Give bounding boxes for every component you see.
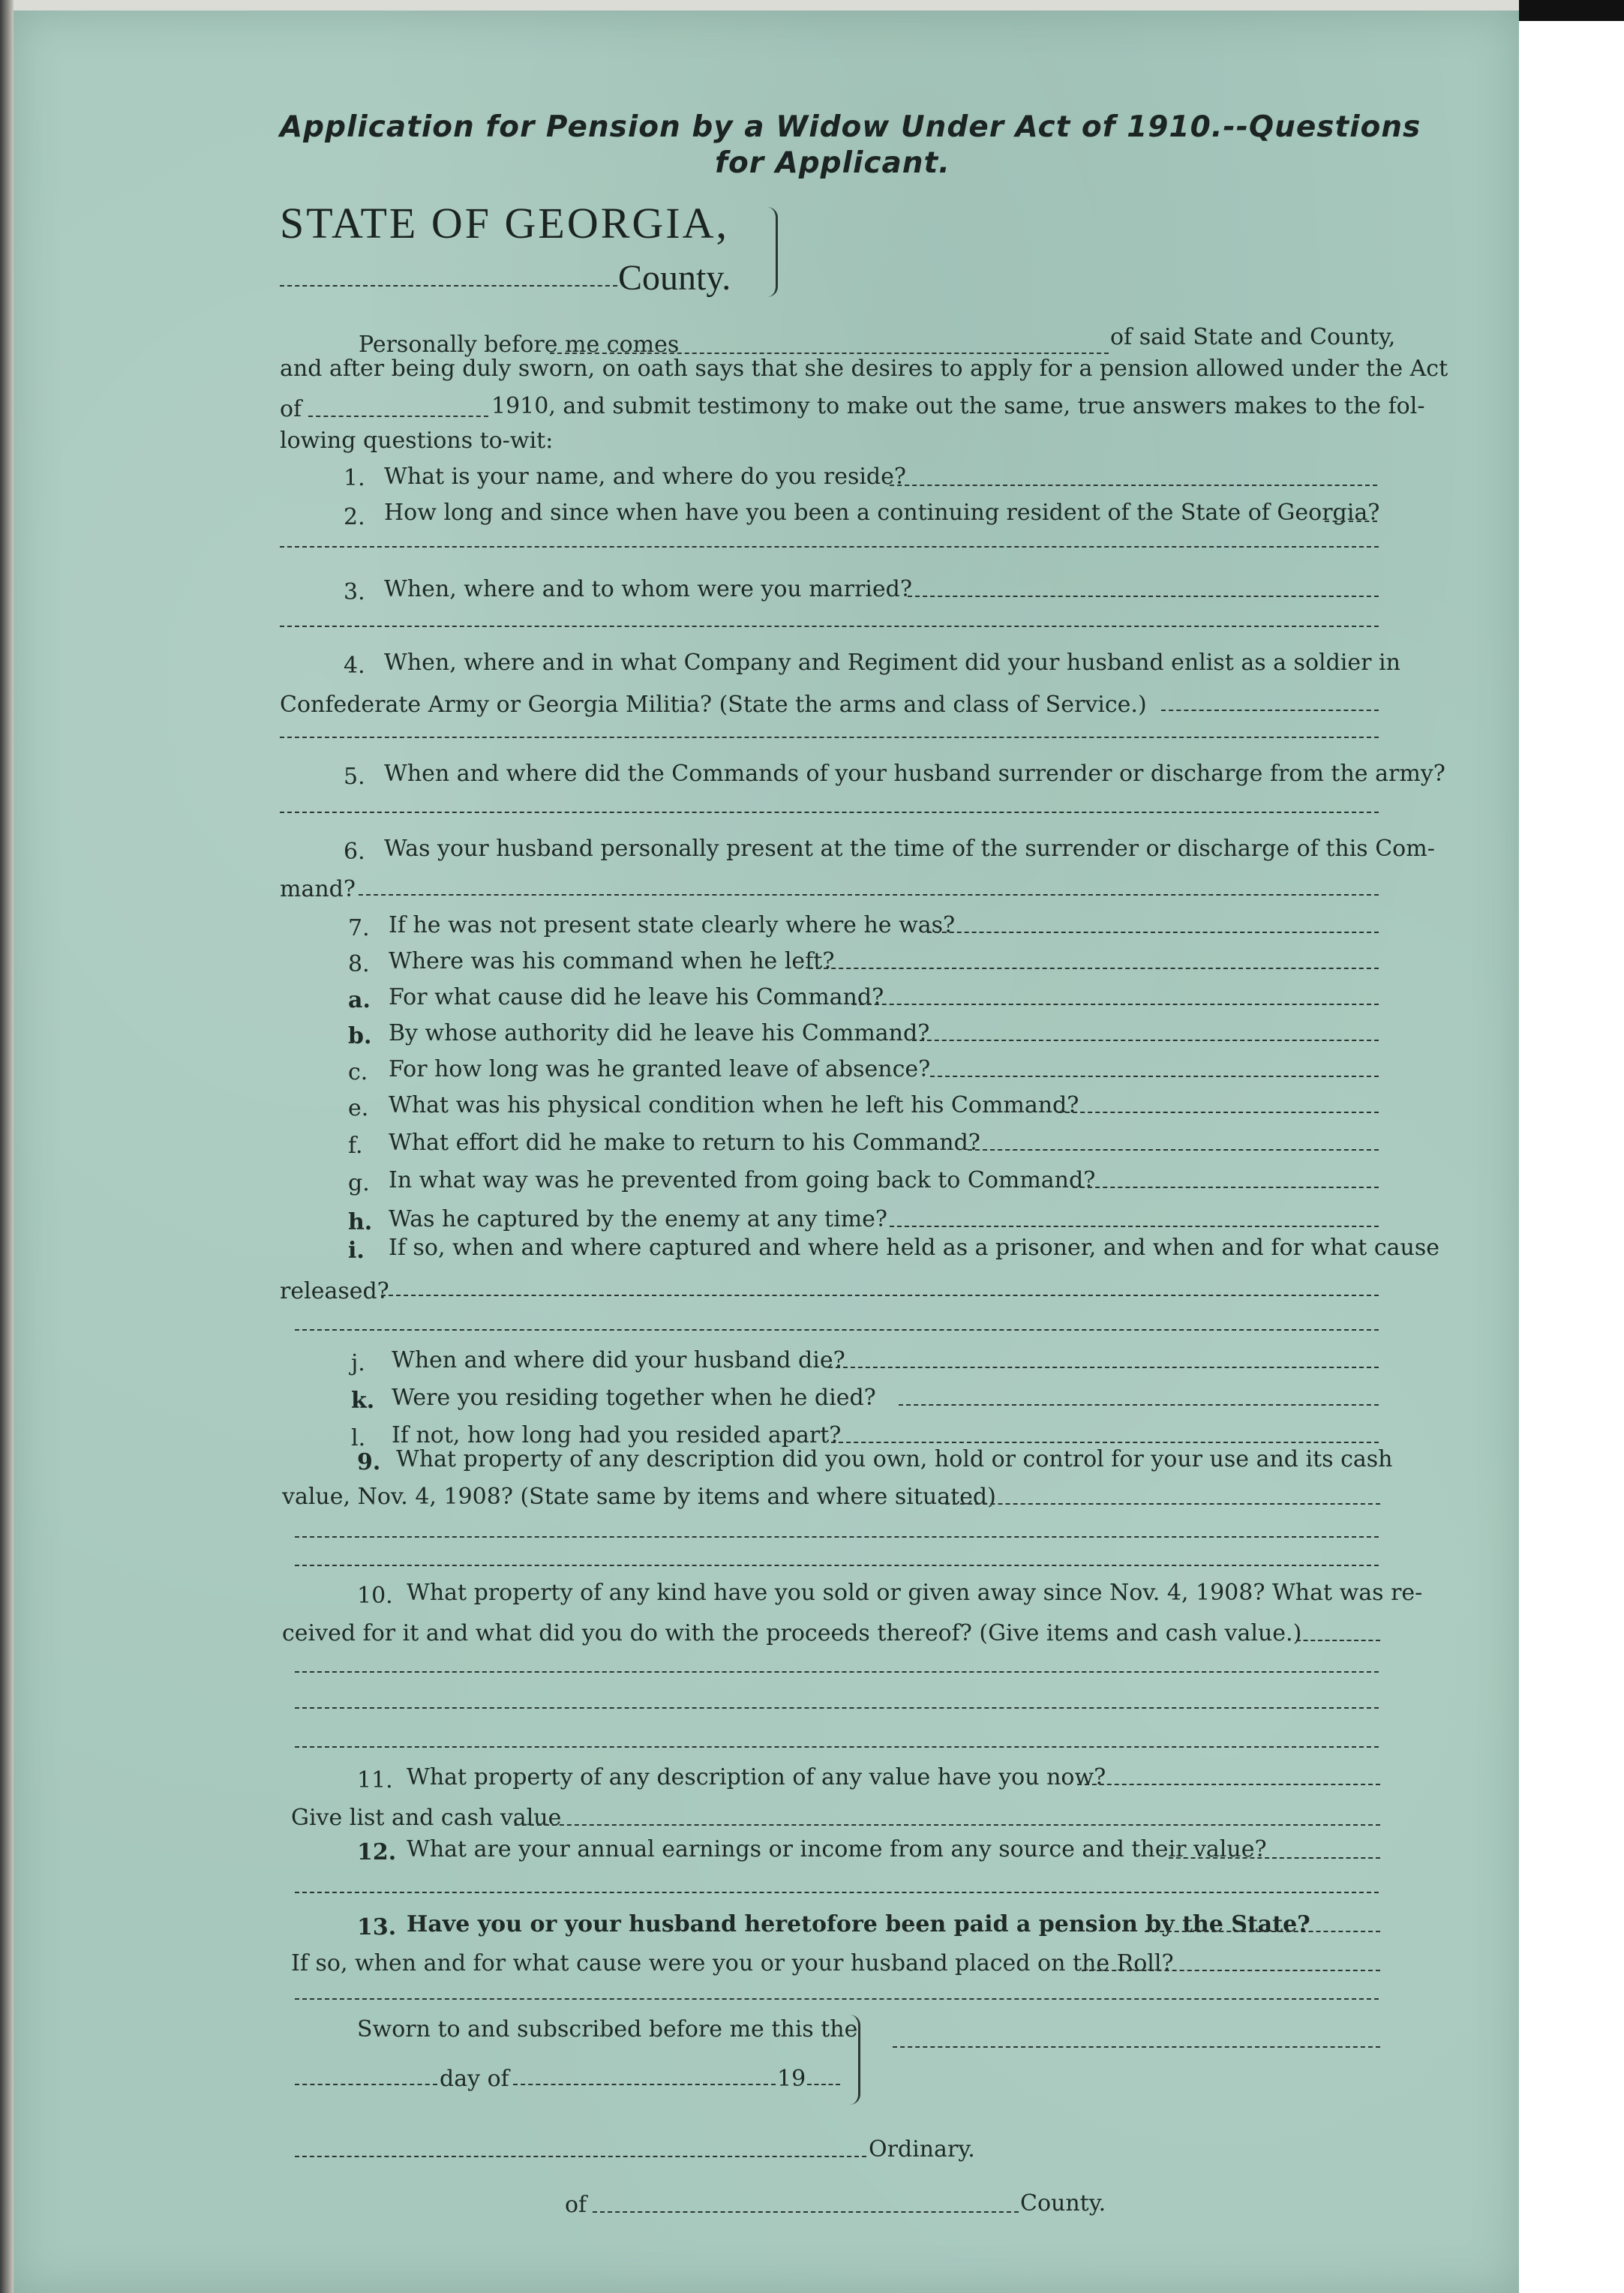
q12-text: What are your annual earnings or income from any source and their value?	[407, 1836, 1267, 1862]
intro-line1a: Personally before me comes	[359, 332, 680, 358]
q13-answer-line2[interactable]	[295, 1998, 1379, 2000]
q7-text: If he was not present state clearly where he was?	[389, 912, 956, 938]
q5-answer-blank[interactable]	[280, 812, 1379, 813]
intro-line4: lowing questions to-wit:	[280, 428, 554, 454]
form-title-line2: for Applicant.	[715, 146, 950, 180]
qc-text: For how long was he granted leave of absence?	[389, 1056, 931, 1082]
q7-answer-blank[interactable]	[927, 932, 1379, 933]
q6-number: 6.	[344, 839, 365, 865]
q8-text: Where was his command when he left?	[389, 948, 835, 974]
q6-text-line2: mand?	[280, 876, 356, 902]
intro-line3b: 1910, and submit testimony to make out the same, true answers makes to the fol-	[491, 393, 1425, 419]
q3-text: When, where and to whom were you married?	[384, 576, 912, 602]
qh-text: Was he captured by the enemy at any time?	[389, 1206, 887, 1232]
intro-line2: and after being duly sworn, on oath says that she desires to apply for a pension allowed under the Act	[280, 356, 1448, 382]
qj-answer-blank[interactable]	[828, 1367, 1379, 1368]
qh-answer-blank[interactable]	[890, 1226, 1379, 1227]
q9-answer-line3[interactable]	[295, 1565, 1379, 1566]
q6-answer-blank[interactable]	[359, 894, 1379, 896]
q10-text-line2: ceived for it and what did you do with the proceeds thereof? (Give items and cash value.)	[282, 1620, 1302, 1646]
q11-answer-blank[interactable]	[1077, 1784, 1380, 1785]
intro-line1b: of said State and County,	[1110, 324, 1396, 350]
q9-answer-line2[interactable]	[295, 1536, 1379, 1538]
scan-binding-edge	[0, 0, 14, 2293]
act-date-blank[interactable]	[308, 416, 488, 417]
qe-text: What was his physical condition when he left his Command?	[389, 1092, 1079, 1118]
q4-answer-line2[interactable]	[280, 737, 1379, 738]
q10-text-line1: What property of any kind have you sold or given away since Nov. 4, 1908? What was re-	[407, 1580, 1423, 1606]
q2-answer-blank[interactable]	[1325, 521, 1377, 522]
q13-text-line2: If so, when and for what cause were you or your husband placed on the Roll?	[291, 1950, 1174, 1976]
q5-text: When and where did the Commands of your husband surrender or discharge from the army?	[384, 761, 1445, 787]
q12-number: 12.	[357, 1839, 397, 1865]
q9-text-line2: value, Nov. 4, 1908? (State same by items and where situated)	[282, 1484, 996, 1510]
county-label: County.	[618, 258, 731, 298]
qf-answer-blank[interactable]	[968, 1149, 1379, 1151]
qb-letter: b.	[348, 1023, 372, 1049]
q12-answer-blank[interactable]	[1169, 1857, 1380, 1859]
q4-number: 4.	[344, 653, 365, 679]
qa-answer-blank[interactable]	[852, 1004, 1379, 1005]
applicant-signature-blank[interactable]	[893, 2046, 1380, 2048]
ql-answer-blank[interactable]	[831, 1442, 1379, 1443]
q13-text-line1: Have you or your husband heretofore been paid a pension by the State?	[407, 1911, 1310, 1937]
q4-text-line1: When, where and in what Company and Regiment did your husband enlist as a soldier in	[384, 650, 1400, 676]
q10-answer-blank[interactable]	[1296, 1640, 1380, 1641]
q13-answer-blank[interactable]	[1145, 1931, 1380, 1932]
qf-text: What effort did he make to return to his Command?	[389, 1130, 980, 1156]
q6-text-line1: Was your husband personally present at the time of the surrender or discharge of this Com-	[384, 836, 1435, 862]
header-brace	[764, 207, 778, 297]
q2-answer-line2[interactable]	[280, 546, 1379, 548]
sworn-brace	[848, 2015, 860, 2105]
q8-answer-blank[interactable]	[809, 968, 1379, 969]
q1-number: 1.	[344, 465, 365, 491]
ordinary-signature-blank[interactable]	[295, 2156, 866, 2157]
qi-text-line1: If so, when and where captured and where held as a prisoner, and when and for what cause	[389, 1235, 1440, 1261]
q7-number: 7.	[348, 915, 370, 941]
day-of-label: day of	[440, 2066, 509, 2092]
sworn-statement: Sworn to and subscribed before me this the	[357, 2016, 858, 2042]
qi-text-line2: released?	[280, 1278, 389, 1304]
q10-answer-line2[interactable]	[295, 1671, 1379, 1673]
ql-letter: l.	[351, 1425, 366, 1451]
q13-roll-answer-blank[interactable]	[1082, 1970, 1380, 1971]
qi-letter: i.	[348, 1238, 365, 1264]
qj-letter: j.	[351, 1350, 365, 1376]
q2-text: How long and since when have you been a continuing resident of the State of Georgia?	[384, 500, 1380, 526]
q12-answer-line2[interactable]	[295, 1892, 1379, 1893]
qi-answer-blank[interactable]	[381, 1295, 1379, 1296]
qc-letter: c.	[348, 1059, 368, 1085]
county-blank[interactable]	[280, 285, 617, 287]
q3-number: 3.	[344, 579, 365, 605]
footer-county-blank[interactable]	[593, 2211, 1019, 2213]
qg-text: In what way was he prevented from going back to Command?	[389, 1167, 1096, 1193]
q10-number: 10.	[357, 1583, 393, 1609]
q3-answer-blank[interactable]	[908, 596, 1379, 597]
q4-answer-blank[interactable]	[1161, 710, 1379, 711]
q4-text-line2: Confederate Army or Georgia Militia? (State the arms and class of Service.)	[280, 692, 1147, 718]
q2-number: 2.	[344, 504, 365, 530]
pension-application-form	[14, 11, 1519, 2293]
qa-text: For what cause did he leave his Command?	[389, 984, 884, 1010]
intro-line3a: of	[280, 396, 302, 422]
qb-answer-blank[interactable]	[912, 1040, 1379, 1041]
q11-text-line2: Give list and cash value	[291, 1805, 562, 1831]
q8-number: 8.	[348, 951, 370, 977]
ordinary-label: Ordinary.	[869, 2136, 975, 2162]
qk-answer-blank[interactable]	[899, 1404, 1379, 1406]
q11-cash-value-blank[interactable]	[515, 1824, 1380, 1826]
applicant-name-blank[interactable]	[550, 353, 1109, 354]
q5-number: 5.	[344, 764, 365, 790]
qf-letter: f.	[348, 1133, 363, 1159]
year-blank[interactable]	[807, 2084, 840, 2085]
q9-number: 9.	[357, 1449, 381, 1475]
footer-county-label: County.	[1020, 2190, 1106, 2216]
qi-answer-line2[interactable]	[295, 1329, 1379, 1331]
form-title-line1: Application for Pension by a Widow Under Act of 1910.--Questions	[280, 110, 1421, 144]
q1-text: What is your name, and where do you reside?	[384, 464, 906, 490]
qg-answer-blank[interactable]	[1073, 1187, 1379, 1188]
day-blank[interactable]	[295, 2084, 437, 2085]
year-prefix: 19	[777, 2066, 806, 2092]
q9-answer-blank[interactable]	[945, 1503, 1380, 1505]
q3-answer-line2[interactable]	[280, 626, 1379, 627]
qk-text: Were you residing together when he died?	[392, 1385, 876, 1411]
qg-letter: g.	[348, 1170, 370, 1196]
state-heading: STATE OF GEORGIA,	[280, 199, 729, 248]
scan-corner-shadow	[1519, 0, 1624, 21]
qa-letter: a.	[348, 987, 371, 1013]
q11-number: 11.	[357, 1767, 393, 1793]
q9-text-line1: What property of any description did you own, hold or control for your use and its cash	[396, 1446, 1393, 1472]
q10-answer-line3[interactable]	[295, 1707, 1379, 1709]
q10-answer-line4[interactable]	[295, 1746, 1379, 1748]
q11-text-line1: What property of any description of any value have you now?	[407, 1764, 1106, 1790]
q1-answer-blank[interactable]	[890, 485, 1377, 486]
qk-letter: k.	[351, 1388, 375, 1414]
q13-number: 13.	[357, 1914, 397, 1940]
qe-letter: e.	[348, 1095, 369, 1121]
qe-answer-blank[interactable]	[1058, 1112, 1379, 1113]
month-blank[interactable]	[513, 2084, 776, 2085]
ql-text: If not, how long had you resided apart?	[392, 1422, 842, 1448]
qh-letter: h.	[348, 1209, 373, 1235]
qb-text: By whose authority did he leave his Command?	[389, 1020, 930, 1046]
qj-text: When and where did your husband die?	[392, 1347, 845, 1373]
footer-of-label: of	[565, 2192, 587, 2218]
qc-answer-blank[interactable]	[930, 1076, 1379, 1077]
